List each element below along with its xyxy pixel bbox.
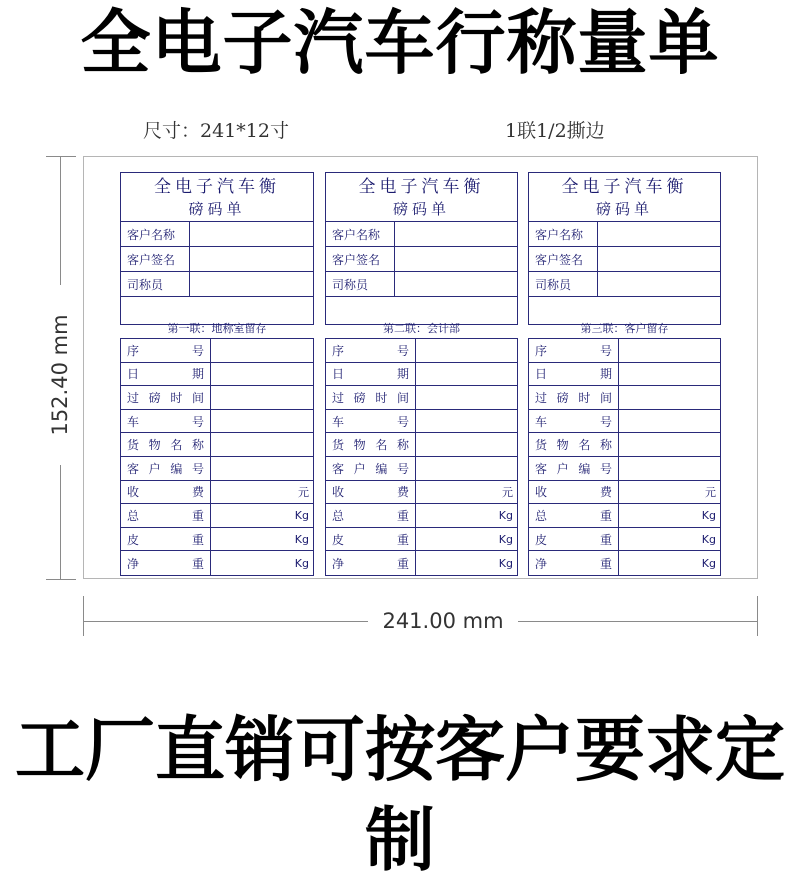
label-char: 过: [332, 390, 345, 405]
stub-row: [326, 222, 517, 247]
weigh-row-label: [529, 504, 619, 527]
stub-row-label: 客户签名: [326, 247, 395, 271]
label-char: 名: [578, 438, 591, 453]
weigh-row-field[interactable]: [619, 386, 720, 409]
weigh-row: [121, 504, 313, 528]
weigh-table: [528, 338, 721, 576]
label-char: 间: [191, 390, 204, 405]
weigh-row-field[interactable]: [619, 457, 720, 480]
stub-row: [121, 247, 313, 272]
stub-row: [326, 272, 517, 297]
stub-row-field[interactable]: [190, 272, 313, 296]
copy-caption: 第一联：地称室留存: [167, 322, 267, 335]
weigh-row: [529, 481, 720, 505]
weigh-table: [325, 338, 518, 576]
label-char: 磅: [353, 390, 366, 405]
label-char: 号: [396, 343, 409, 358]
label-char: 时: [170, 390, 183, 405]
weigh-row: [326, 339, 517, 363]
label-char: 车: [332, 414, 345, 429]
unit-label: Kg: [498, 556, 513, 570]
weigh-row-field[interactable]: [211, 504, 313, 527]
weigh-row-label: [529, 457, 619, 480]
unit-label: Kg: [701, 556, 716, 570]
label-char: 重: [396, 508, 409, 523]
label-char: 期: [599, 367, 612, 382]
weigh-row-field[interactable]: [416, 481, 517, 504]
label-char: 称: [599, 438, 612, 453]
size-spec: 尺寸：241*12寸: [143, 120, 289, 142]
stub-box: [120, 172, 314, 325]
weigh-row-label: [529, 481, 619, 504]
label-char: 日: [127, 367, 140, 382]
weigh-row-field[interactable]: [619, 339, 720, 362]
weigh-row: [529, 457, 720, 481]
label-char: 号: [396, 414, 409, 429]
weigh-row-field[interactable]: [416, 363, 517, 386]
label-char: 编: [170, 461, 183, 476]
weigh-row: [326, 504, 517, 528]
label-char: 过: [127, 390, 140, 405]
weigh-row-field[interactable]: [211, 363, 313, 386]
stub-row-field[interactable]: [598, 222, 720, 246]
weigh-row-label: [326, 363, 416, 386]
weigh-row-label: [326, 504, 416, 527]
label-char: 磅: [148, 390, 161, 405]
stub-row-label: 客户名称: [121, 222, 190, 246]
label-char: 净: [332, 556, 345, 571]
weigh-row-label: [121, 528, 211, 551]
label-char: 日: [535, 367, 548, 382]
weigh-row: [121, 457, 313, 481]
weigh-row: [121, 363, 313, 387]
label-char: 号: [191, 414, 204, 429]
weigh-row-label: [121, 410, 211, 433]
label-char: 货: [535, 438, 548, 453]
stub-row-label: 司称员: [326, 272, 395, 296]
stub-row-label: 客户签名: [529, 247, 598, 271]
weigh-row-label: [326, 410, 416, 433]
label-char: 间: [396, 390, 409, 405]
label-char: 号: [396, 461, 409, 476]
unit-label: Kg: [498, 532, 513, 546]
label-char: 车: [535, 414, 548, 429]
stub-subtitle: 磅码单: [188, 200, 246, 218]
unit-label: Kg: [294, 532, 309, 546]
label-char: 总: [127, 508, 140, 523]
label-char: 重: [599, 556, 612, 571]
weigh-row: [529, 386, 720, 410]
weigh-row-field[interactable]: [619, 433, 720, 456]
stub-row-label: 客户名称: [529, 222, 598, 246]
label-char: 号: [599, 461, 612, 476]
label-char: 序: [127, 343, 140, 358]
weigh-row-field[interactable]: [211, 386, 313, 409]
label-char: 净: [127, 556, 140, 571]
stub-row-field[interactable]: [395, 222, 517, 246]
label-char: 号: [191, 461, 204, 476]
unit-label: 元: [502, 485, 513, 499]
weigh-row: [529, 528, 720, 552]
label-char: 货: [332, 438, 345, 453]
label-char: 编: [375, 461, 388, 476]
label-char: 物: [353, 438, 366, 453]
label-char: 名: [375, 438, 388, 453]
height-dimension-tick-bottom: [46, 579, 76, 580]
stub-header: [326, 173, 517, 222]
label-char: 序: [332, 343, 345, 358]
weigh-row: [326, 410, 517, 434]
label-char: 号: [191, 343, 204, 358]
stub-title: 全电子汽车衡: [561, 177, 688, 197]
stub-row-label: 客户名称: [326, 222, 395, 246]
footer-slogan: 工厂直销可按客户要求定制: [15, 709, 785, 881]
height-dimension-tick-top: [46, 156, 76, 157]
stub-row: [529, 247, 720, 272]
label-char: 名: [170, 438, 183, 453]
label-char: 收: [535, 485, 548, 500]
label-char: 净: [535, 556, 548, 571]
width-dimension-tick-left: [83, 596, 84, 636]
weigh-row-field[interactable]: [416, 410, 517, 433]
weigh-row: [121, 528, 313, 552]
stub-row-field[interactable]: [598, 247, 720, 271]
label-char: 物: [148, 438, 161, 453]
label-char: 磅: [556, 390, 569, 405]
weigh-row-field[interactable]: [211, 481, 313, 504]
weigh-row-field[interactable]: [416, 339, 517, 362]
weigh-row: [121, 410, 313, 434]
label-char: 称: [396, 438, 409, 453]
stub-subtitle: 磅码单: [595, 200, 653, 218]
label-char: 期: [396, 367, 409, 382]
weigh-row-label: [121, 457, 211, 480]
weigh-row-label: [326, 528, 416, 551]
label-char: 重: [191, 556, 204, 571]
stub-header: [121, 173, 313, 222]
weigh-row-field[interactable]: [211, 433, 313, 456]
copy-caption: 第三联：客户留存: [580, 322, 669, 335]
copy-caption: 第二联：会计部: [383, 322, 460, 335]
weigh-row-field[interactable]: [416, 386, 517, 409]
height-dimension-label: 152.40 mm: [45, 285, 75, 465]
label-char: 重: [191, 532, 204, 547]
weigh-row-label: [529, 339, 619, 362]
label-char: 日: [332, 367, 345, 382]
label-char: 编: [578, 461, 591, 476]
label-char: 时: [375, 390, 388, 405]
weigh-row-label: [326, 339, 416, 362]
weigh-row-label: [529, 551, 619, 575]
label-char: 皮: [535, 532, 548, 547]
weigh-row-field[interactable]: [416, 528, 517, 551]
weigh-row: [326, 457, 517, 481]
unit-label: Kg: [701, 532, 716, 546]
unit-label: Kg: [294, 556, 309, 570]
unit-label: 元: [298, 485, 309, 499]
stub-box: [528, 172, 721, 325]
stub-row: [121, 272, 313, 297]
weigh-row-field[interactable]: [211, 457, 313, 480]
weigh-row-field[interactable]: [619, 528, 720, 551]
weigh-row-field[interactable]: [619, 410, 720, 433]
label-char: 重: [396, 556, 409, 571]
weigh-row: [326, 481, 517, 505]
weigh-row-label: [529, 528, 619, 551]
stub-row-field[interactable]: [395, 272, 517, 296]
weigh-row: [326, 433, 517, 457]
weigh-row: [121, 481, 313, 505]
weigh-row: [121, 386, 313, 410]
weigh-row: [121, 551, 313, 575]
unit-label: 元: [705, 485, 716, 499]
label-char: 时: [578, 390, 591, 405]
label-char: 户: [556, 461, 569, 476]
stub-row-field[interactable]: [395, 247, 517, 271]
label-char: 客: [535, 461, 548, 476]
label-char: 收: [127, 485, 140, 500]
label-char: 号: [599, 343, 612, 358]
weigh-row: [529, 551, 720, 575]
stub-row-label: 客户签名: [121, 247, 190, 271]
weigh-row: [326, 386, 517, 410]
stub-row-field[interactable]: [190, 222, 313, 246]
label-char: 费: [396, 485, 409, 500]
label-char: 客: [127, 461, 140, 476]
weigh-row-field[interactable]: [211, 528, 313, 551]
weigh-row: [529, 410, 720, 434]
weigh-row: [121, 433, 313, 457]
label-char: 序: [535, 343, 548, 358]
weigh-row-label: [326, 457, 416, 480]
stub-row: [121, 222, 313, 247]
stub-title: 全电子汽车衡: [358, 177, 485, 197]
unit-label: Kg: [701, 508, 716, 522]
weigh-row-field[interactable]: [619, 551, 720, 575]
label-char: 皮: [332, 532, 345, 547]
label-char: 重: [191, 508, 204, 523]
width-dimension-label: 241.00 mm: [368, 607, 518, 635]
weigh-row-field[interactable]: [619, 363, 720, 386]
weigh-row-field[interactable]: [619, 481, 720, 504]
weigh-row-label: [326, 386, 416, 409]
weigh-row-label: [121, 339, 211, 362]
unit-label: Kg: [498, 508, 513, 522]
weigh-row: [326, 363, 517, 387]
label-char: 重: [599, 532, 612, 547]
stub-row: [529, 222, 720, 247]
weigh-row-field[interactable]: [416, 504, 517, 527]
weigh-row-label: [121, 481, 211, 504]
weigh-row-field[interactable]: [211, 410, 313, 433]
label-char: 户: [148, 461, 161, 476]
label-char: 号: [599, 414, 612, 429]
label-char: 户: [353, 461, 366, 476]
stub-row-field[interactable]: [598, 272, 720, 296]
label-char: 货: [127, 438, 140, 453]
weigh-row-label: [529, 363, 619, 386]
stub-header: [529, 173, 720, 222]
label-char: 收: [332, 485, 345, 500]
label-char: 期: [191, 367, 204, 382]
label-char: 费: [599, 485, 612, 500]
stub-row: [326, 247, 517, 272]
stub-box: [325, 172, 518, 325]
weigh-row: [529, 363, 720, 387]
weigh-row: [326, 551, 517, 575]
label-char: 车: [127, 414, 140, 429]
unit-label: Kg: [294, 508, 309, 522]
weigh-row: [529, 433, 720, 457]
weigh-row-label: [529, 386, 619, 409]
weigh-row-label: [121, 433, 211, 456]
weigh-row-label: [121, 386, 211, 409]
weigh-row-label: [326, 481, 416, 504]
stub-row: [529, 272, 720, 297]
weigh-table: [120, 338, 314, 576]
stub-row-field[interactable]: [190, 247, 313, 271]
label-char: 总: [535, 508, 548, 523]
stub-row-label: 司称员: [121, 272, 190, 296]
weigh-row-label: [121, 363, 211, 386]
weigh-row-field[interactable]: [416, 551, 517, 575]
label-char: 客: [332, 461, 345, 476]
weigh-row-label: [121, 551, 211, 575]
weigh-row-field[interactable]: [619, 504, 720, 527]
weigh-row-label: [326, 433, 416, 456]
stub-row-label: 司称员: [529, 272, 598, 296]
label-char: 重: [599, 508, 612, 523]
page-title: 全电子汽车行称量单: [80, 2, 720, 84]
label-char: 物: [556, 438, 569, 453]
label-char: 重: [396, 532, 409, 547]
label-char: 费: [191, 485, 204, 500]
stub-title: 全电子汽车衡: [154, 177, 280, 197]
stub-subtitle: 磅码单: [392, 200, 450, 218]
weigh-row-label: [529, 410, 619, 433]
width-dimension-tick-right: [757, 596, 758, 636]
label-char: 总: [332, 508, 345, 523]
copies-spec: 1联1/2撕边: [505, 120, 605, 142]
weigh-row: [326, 528, 517, 552]
label-char: 间: [599, 390, 612, 405]
weigh-row-field[interactable]: [416, 433, 517, 456]
label-char: 过: [535, 390, 548, 405]
weigh-row: [529, 504, 720, 528]
weigh-row-field[interactable]: [211, 339, 313, 362]
label-char: 称: [191, 438, 204, 453]
weigh-row-label: [326, 551, 416, 575]
weigh-row-field[interactable]: [416, 457, 517, 480]
weigh-row-label: [121, 504, 211, 527]
weigh-row-label: [529, 433, 619, 456]
weigh-row: [529, 339, 720, 363]
weigh-row-field[interactable]: [211, 551, 313, 575]
label-char: 皮: [127, 532, 140, 547]
weigh-row: [121, 339, 313, 363]
